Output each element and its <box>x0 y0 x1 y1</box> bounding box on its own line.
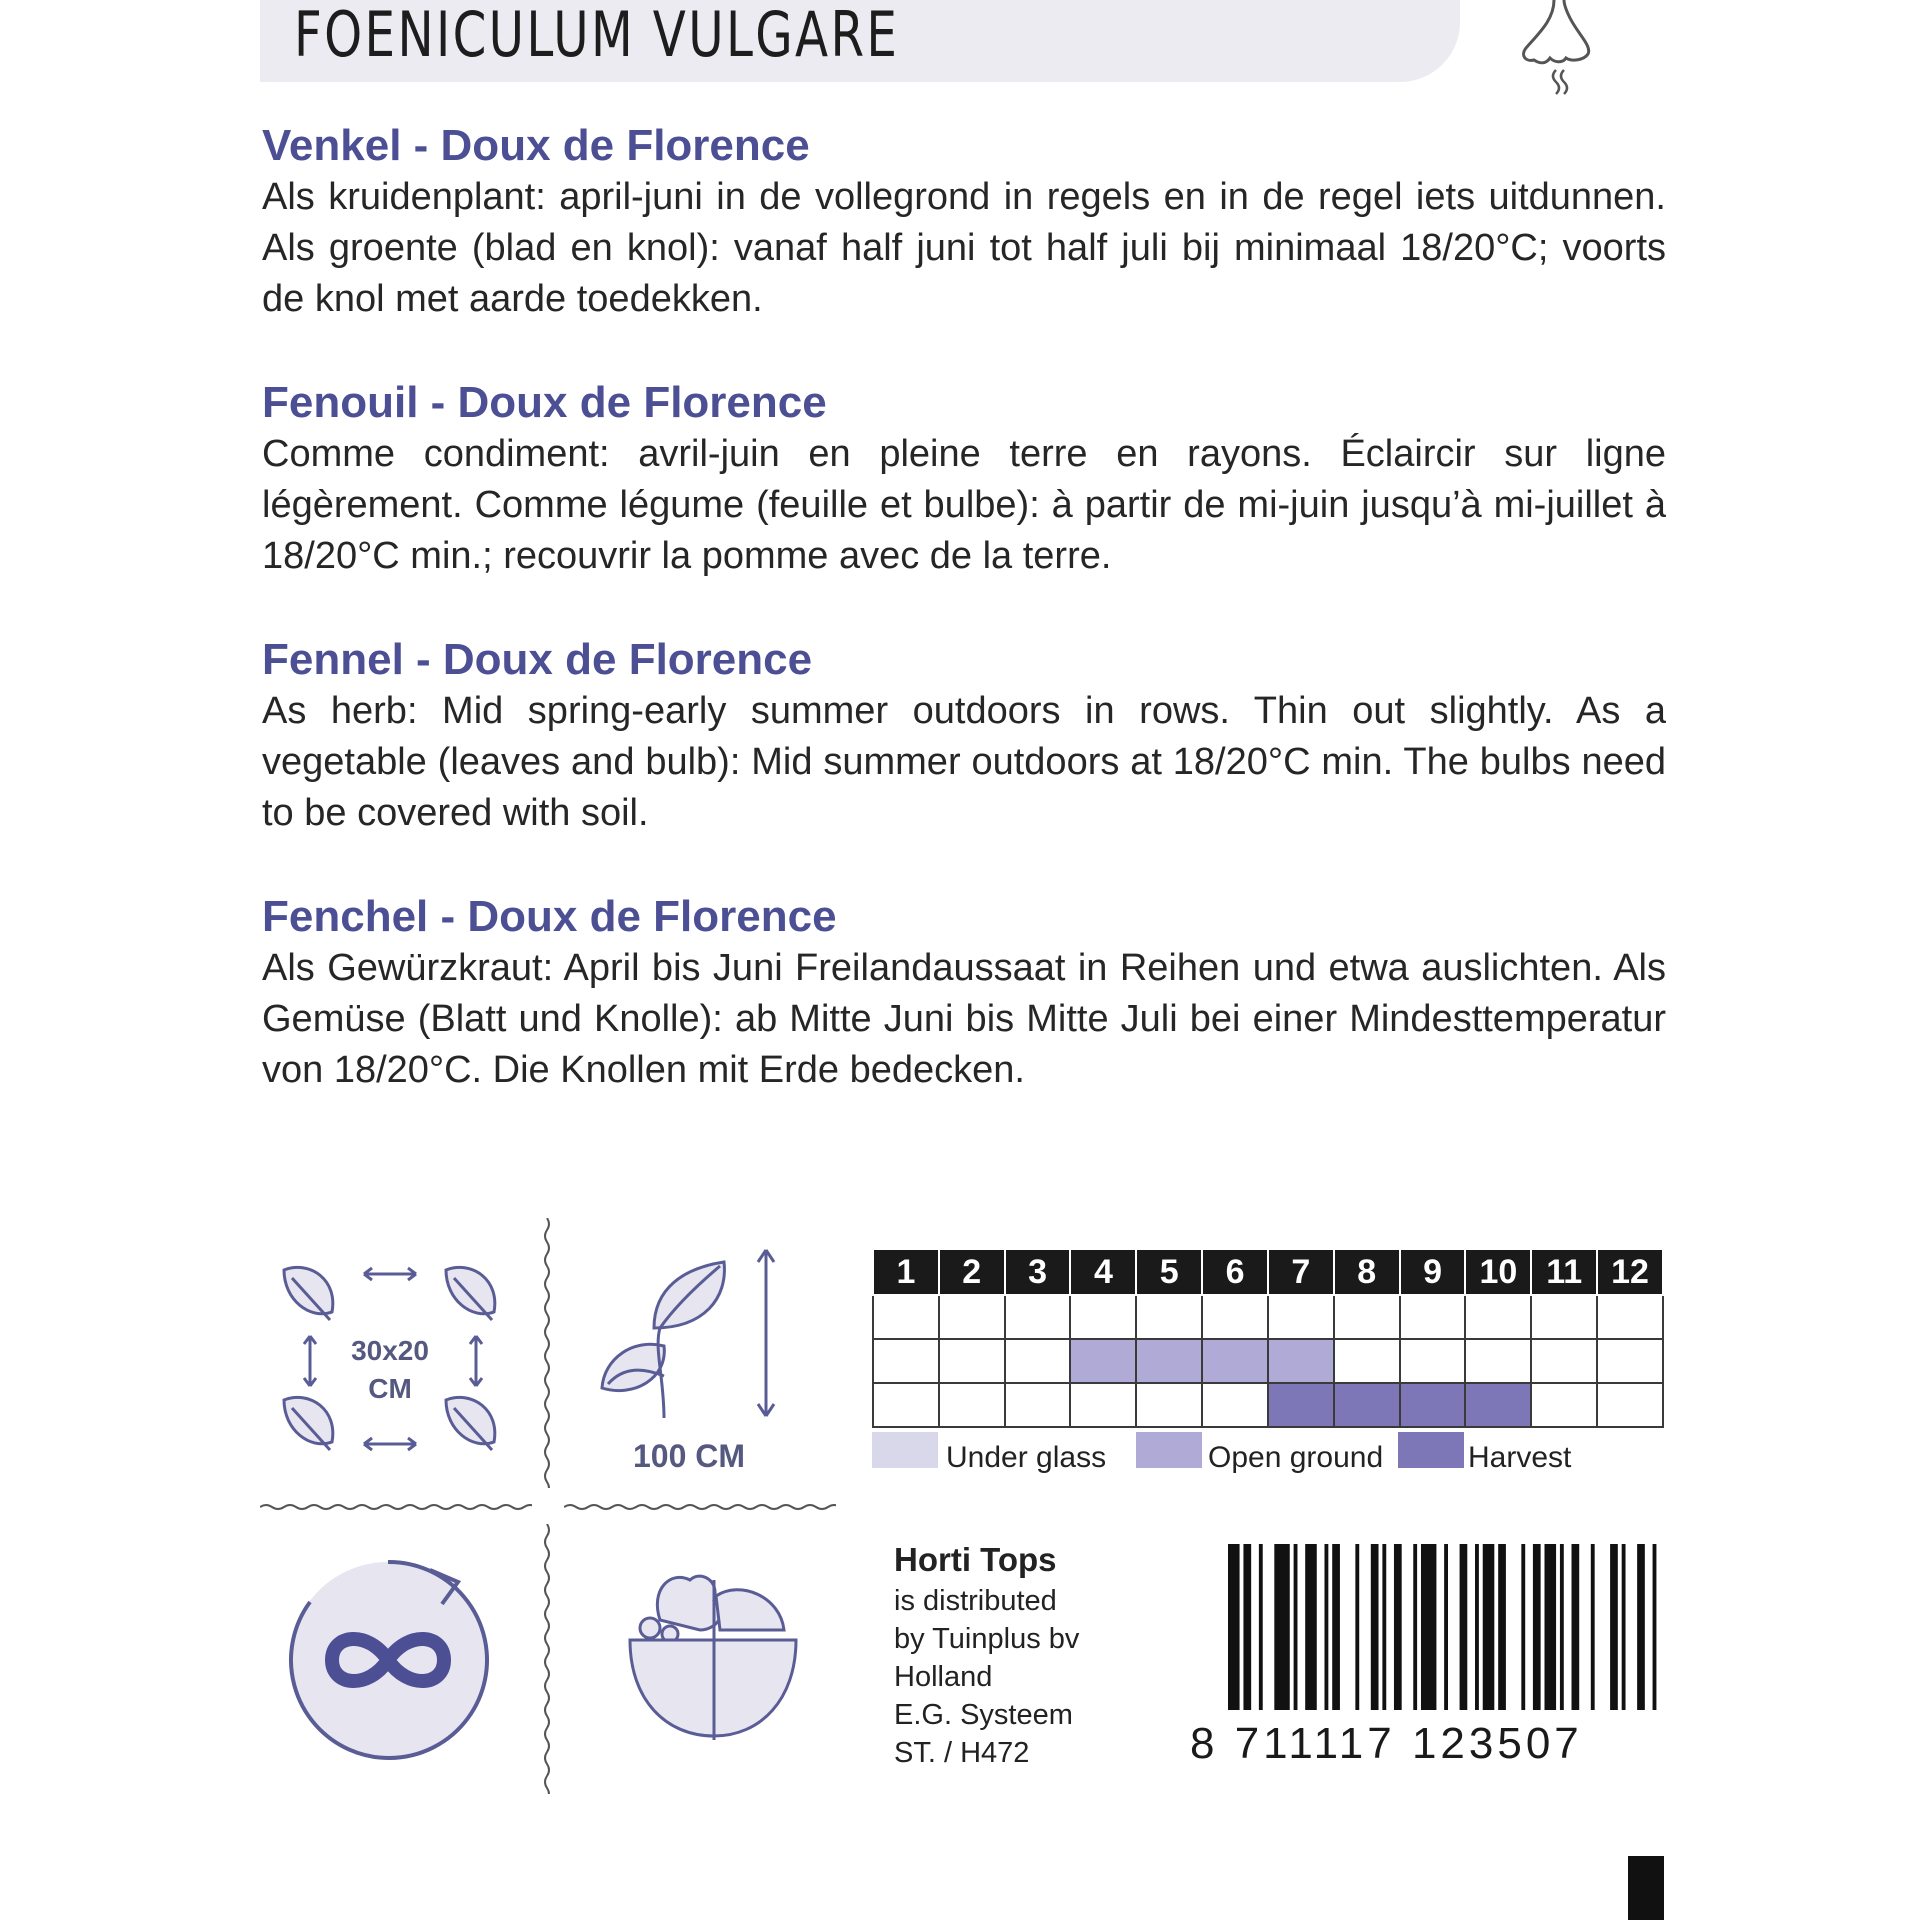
calendar-cell <box>1597 1383 1663 1427</box>
distributor-name: Horti Tops <box>894 1541 1057 1578</box>
calendar-cell <box>1136 1295 1202 1339</box>
distributor-line: is distributed <box>894 1585 1057 1617</box>
month-header: 5 <box>1136 1250 1202 1295</box>
spacing-value: 30x20 <box>351 1335 429 1366</box>
calendar-cell <box>939 1295 1005 1339</box>
month-header: 1 <box>873 1250 939 1295</box>
barcode-bar <box>1653 1544 1657 1710</box>
distributor-info <box>894 1540 1154 1772</box>
distributor-line: E.G. Systeem <box>894 1699 1073 1731</box>
divider-vertical <box>540 1524 554 1794</box>
barcode-bar <box>1294 1544 1298 1710</box>
barcode-bar <box>1421 1544 1436 1710</box>
barcode-bar <box>1610 1544 1618 1710</box>
calendar-row-under-glass <box>873 1295 1663 1339</box>
barcode-bar <box>1259 1544 1263 1710</box>
barcode-bar <box>1355 1544 1359 1710</box>
barcode-bar <box>1498 1544 1506 1710</box>
spacing-unit: CM <box>368 1373 412 1404</box>
calendar-cell <box>1334 1339 1400 1383</box>
section-body: Als kruidenplant: april-juni in de vollegrond in regels en in de regel iets uitdunnen. Als groente (blad en knol): vanaf half juni tot half juli bij minimaal 18/20°C; voorts de knol met aarde toedekken. <box>262 176 1666 320</box>
latin-name: FOENICULUM VULGARE <box>294 0 900 71</box>
calendar-cell <box>1268 1383 1334 1427</box>
barcode-bar <box>1533 1544 1541 1710</box>
calendar-cell <box>1070 1295 1136 1339</box>
barcode-bar <box>1460 1544 1468 1710</box>
section-german <box>262 891 1666 1096</box>
calendar-cell <box>1202 1383 1268 1427</box>
calendar-cell <box>873 1339 939 1383</box>
calendar-cell <box>1400 1383 1466 1427</box>
calendar-row-open-ground <box>873 1339 1663 1383</box>
distributor-line: by Tuinplus bv <box>894 1623 1080 1655</box>
month-header: 4 <box>1070 1250 1136 1295</box>
legend-label-open-ground: Open ground <box>1208 1441 1384 1474</box>
month-header: 6 <box>1202 1250 1268 1295</box>
nose-smell-icon <box>1518 0 1598 96</box>
month-header: 9 <box>1400 1250 1466 1295</box>
barcode-bar <box>1371 1544 1379 1710</box>
calendar-cell <box>939 1339 1005 1383</box>
calendar-cell <box>1005 1383 1071 1427</box>
section-title: Fenchel - Doux de Florence <box>262 892 837 941</box>
sowing-calendar <box>872 1250 1664 1428</box>
barcode-bar <box>1544 1544 1556 1710</box>
calendar-cell <box>1400 1339 1466 1383</box>
divider-horizontal <box>564 1500 836 1514</box>
legend-swatch-open-ground <box>1136 1432 1202 1468</box>
distributor-line: Holland <box>894 1661 993 1693</box>
calendar-cell <box>1268 1339 1334 1383</box>
legend-label-harvest: Harvest <box>1468 1441 1572 1474</box>
calendar-cell <box>1531 1383 1597 1427</box>
calendar-cell <box>1465 1295 1531 1339</box>
height-label: 100 CM <box>632 1438 746 1474</box>
barcode-bar <box>1332 1544 1340 1710</box>
calendar-cell <box>1334 1383 1400 1427</box>
calendar-cell <box>1465 1383 1531 1427</box>
section-french <box>262 377 1666 582</box>
barcode-bar <box>1243 1544 1251 1710</box>
distributor-lines <box>894 1582 1154 1772</box>
month-header: 10 <box>1465 1250 1531 1295</box>
barcode-bar <box>1274 1544 1289 1710</box>
legend-label-under-glass: Under glass <box>946 1441 1107 1474</box>
barcode-bar <box>1475 1544 1479 1710</box>
barcode-bar <box>1483 1544 1495 1710</box>
section-title: Fenouil - Doux de Florence <box>262 378 827 427</box>
barcode-bar <box>1572 1544 1580 1710</box>
barcode-bar <box>1622 1544 1626 1710</box>
calendar-cell <box>1531 1339 1597 1383</box>
calendar-cell <box>1136 1383 1202 1427</box>
barcode-bar <box>1305 1544 1317 1710</box>
legend-swatch-under-glass <box>872 1432 938 1468</box>
barcode-bar <box>1228 1544 1240 1710</box>
calendar-body <box>873 1295 1663 1427</box>
barcode <box>1228 1544 1668 1740</box>
calendar-cell <box>1597 1339 1663 1383</box>
barcode-bar <box>1444 1544 1448 1710</box>
calendar-cell <box>1465 1339 1531 1383</box>
month-header: 3 <box>1005 1250 1071 1295</box>
calendar-cell <box>1070 1383 1136 1427</box>
divider-vertical <box>540 1218 554 1488</box>
barcode-bar <box>1521 1544 1525 1710</box>
month-header: 2 <box>939 1250 1005 1295</box>
section-english <box>262 634 1666 839</box>
cut-mark <box>1628 1856 1664 1920</box>
barcode-bar <box>1637 1544 1645 1710</box>
calendar-cell <box>873 1295 939 1339</box>
calendar-cell <box>1334 1295 1400 1339</box>
calendar-cell <box>1202 1339 1268 1383</box>
section-dutch <box>262 120 1666 325</box>
barcode-bar <box>1394 1544 1402 1710</box>
spacing-label <box>330 1332 450 1408</box>
calendar-cell <box>1531 1295 1597 1339</box>
calendar-cell <box>1070 1339 1136 1383</box>
calendar-cell <box>939 1383 1005 1427</box>
plant-height-icon <box>594 1248 794 1428</box>
section-title: Venkel - Doux de Florence <box>262 121 810 170</box>
section-title: Fennel - Doux de Florence <box>262 635 813 684</box>
salad-bowl-icon <box>620 1560 810 1750</box>
calendar-cell <box>1005 1295 1071 1339</box>
barcode-bar <box>1413 1544 1417 1710</box>
calendar-cell <box>1136 1339 1202 1383</box>
calendar-cell <box>1202 1295 1268 1339</box>
section-body: Comme condiment: avril-juin en pleine terre en rayons. Éclaircir sur ligne légèrement. Comme légume (feuille et bulbe): à partir de mi-juin jusqu’à mi-juillet à 18/20°C min.; recouvrir la pomme avec de la terre. <box>262 433 1666 577</box>
month-header: 11 <box>1531 1250 1597 1295</box>
distributor-line: ST. / H472 <box>894 1737 1030 1769</box>
barcode-bar <box>1560 1544 1564 1710</box>
calendar-table <box>872 1250 1664 1428</box>
calendar-cell <box>1400 1295 1466 1339</box>
section-body: As herb: Mid spring-early summer outdoors in rows. Thin out slightly. As a vegetable (leaves and bulb): Mid summer outdoors at 18/20°C min. The bulbs need to be covered with soil. <box>262 690 1666 834</box>
calendar-header-row <box>873 1250 1663 1295</box>
barcode-bar <box>1324 1544 1328 1710</box>
calendar-cell <box>873 1383 939 1427</box>
calendar-cell <box>1597 1295 1663 1339</box>
calendar-row-harvest <box>873 1383 1663 1427</box>
barcode-bar <box>1382 1544 1386 1710</box>
section-body: Als Gewürzkraut: April bis Juni Freilandaussaat in Reihen und etwa auslichten. Als Gemüse (Blatt und Knolle): ab Mitte Juni bis Mitte Juli bei einer Mindesttemperatur von 18/20°C. Die Knollen mit Erde bedecken. <box>262 947 1666 1091</box>
calendar-cell <box>1005 1339 1071 1383</box>
legend-swatch-harvest <box>1398 1432 1464 1468</box>
calendar-cell <box>1268 1295 1334 1339</box>
month-header: 7 <box>1268 1250 1334 1295</box>
barcode-digits: 8 711117 123507 <box>1190 1719 1583 1768</box>
barcode-bar <box>1591 1544 1595 1710</box>
divider-horizontal <box>260 1500 532 1514</box>
month-header: 12 <box>1597 1250 1663 1295</box>
infinity-cycle-icon <box>280 1552 502 1764</box>
month-header: 8 <box>1334 1250 1400 1295</box>
